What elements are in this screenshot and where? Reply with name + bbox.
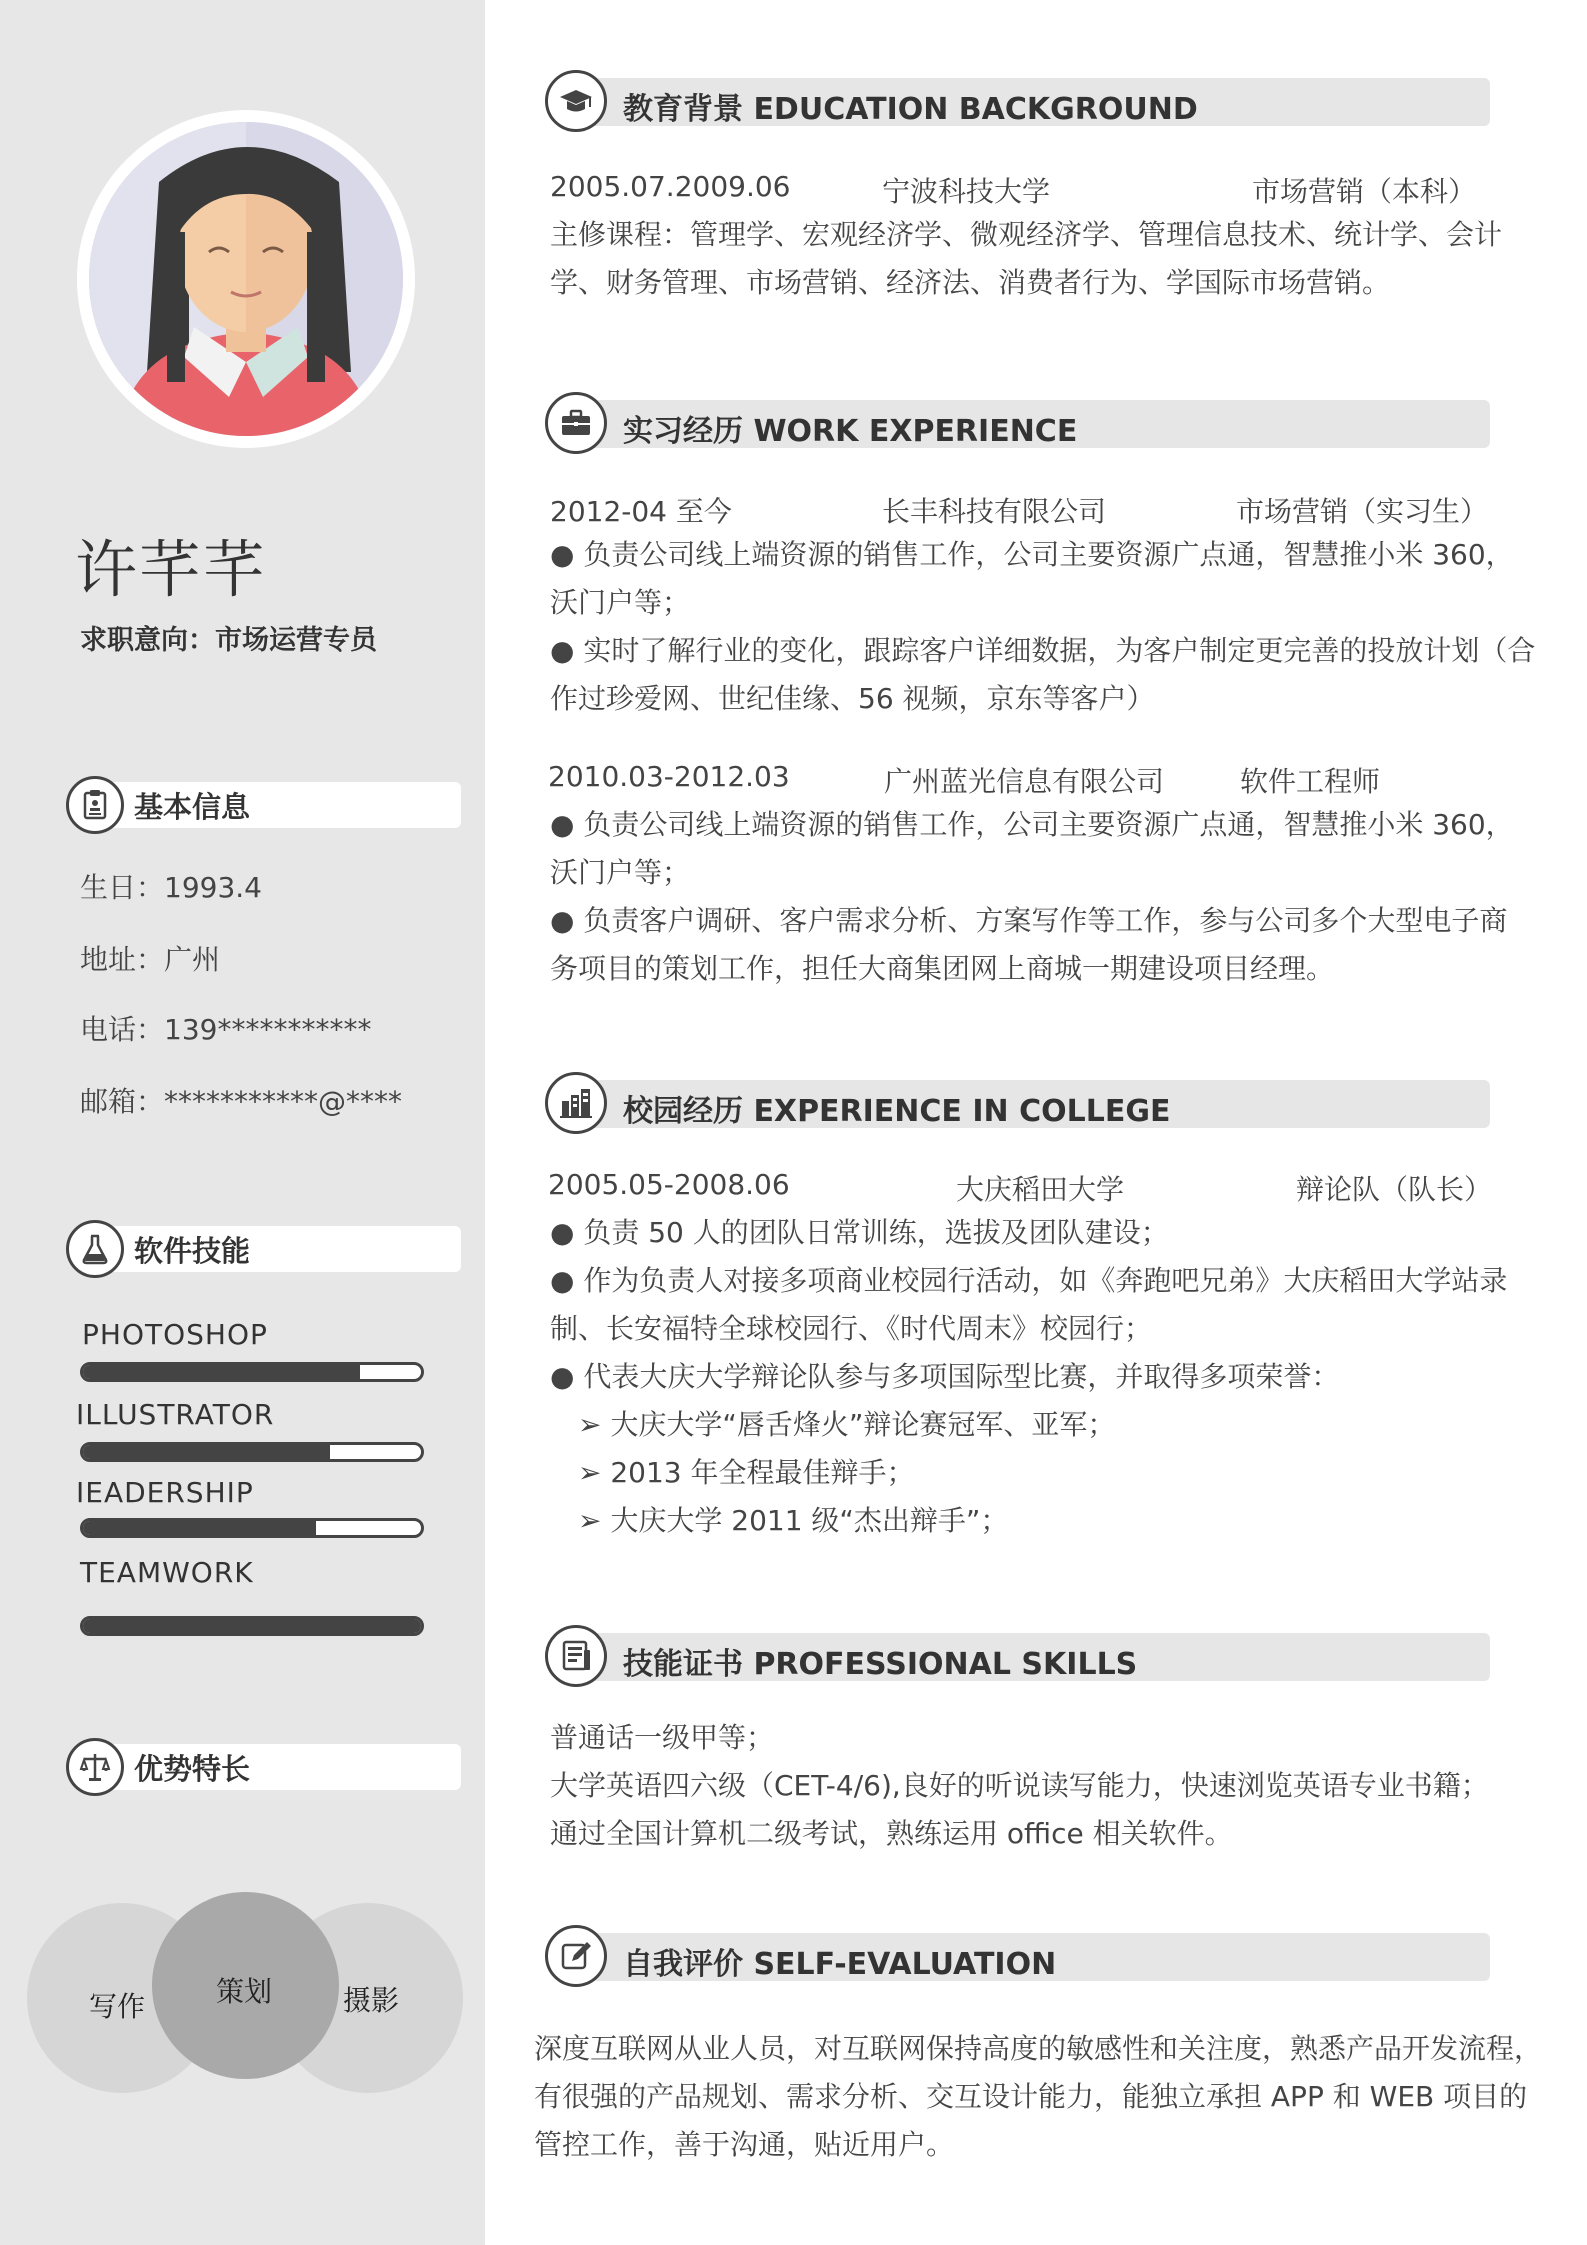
- job-company: 广州蓝光信息有限公司: [884, 765, 1165, 798]
- text-line: ● 负责客户调研、客户需求分析、方案写作等工作，参与公司多个大型电子商: [550, 904, 1508, 937]
- sidebar: [0, 0, 485, 2245]
- skill-fill: [83, 1365, 360, 1379]
- edu-major: 市场营销（本科）: [1252, 175, 1477, 208]
- skill-label: ILLUSTRATOR: [76, 1398, 275, 1431]
- briefcase-icon: [545, 392, 607, 454]
- building-icon: [545, 1072, 607, 1134]
- basic-info-header: [66, 776, 461, 826]
- skill-label: PHOTOSHOP: [82, 1318, 268, 1351]
- skills-cert-header: [545, 1625, 1490, 1687]
- college-role: 辩论队（队长）: [1296, 1173, 1493, 1206]
- text-line: ● 代表大庆大学辩论队参与多项国际型比赛，并取得多项荣誉：: [550, 1360, 1340, 1393]
- job-role: 市场营销（实习生）: [1236, 495, 1489, 528]
- basic-info-title: 基本信息: [134, 790, 251, 824]
- skill-bar: [80, 1362, 424, 1382]
- info-address: 地址：广州: [80, 943, 221, 976]
- info-birthday: 生日：1993.4: [80, 871, 262, 904]
- text-line: 有很强的产品规划、需求分析、交互设计能力，能独立承担 APP 和 WEB 项目的: [534, 2080, 1528, 2113]
- strengths-title: 优势特长: [134, 1752, 251, 1786]
- text-line: ● 作为负责人对接多项商业校园行活动，如《奔跑吧兄弟》大庆稻田大学站录: [550, 1264, 1508, 1297]
- college-honors: [578, 1401, 1115, 1545]
- text-line: 普通话一级甲等；: [550, 1721, 775, 1754]
- text-line: 沃门户等；: [550, 856, 691, 889]
- text-line: 制、长安福特全球校园行、《时代周末》校园行；: [550, 1312, 1153, 1345]
- education-title: 教育背景 EDUCATION BACKGROUND: [623, 92, 1198, 127]
- job-duties: [550, 531, 1535, 723]
- text-line: 务项目的策划工作，担任大商集团网上商城一期建设项目经理。: [550, 952, 1335, 985]
- text-line: 管控工作，善于沟通，贴近用户。: [534, 2128, 955, 2161]
- text-line: 沃门户等；: [550, 586, 691, 619]
- strength-label: 写作: [89, 1990, 146, 2023]
- text-line: 作过珍爱网、世纪佳缘、56 视频，京东等客户）: [550, 682, 1155, 715]
- skill-bar: [80, 1442, 424, 1462]
- strengths-header: [66, 1738, 461, 1788]
- college-header: [545, 1072, 1490, 1134]
- college-date: 2005.05-2008.06: [548, 1168, 790, 1201]
- skill-fill: [83, 1445, 330, 1459]
- skill-bar: [80, 1518, 424, 1538]
- info-email: 邮箱：***********@****: [80, 1085, 403, 1118]
- text-line: 学、财务管理、市场营销、经济法、消费者行为、学国际市场营销。: [550, 266, 1391, 299]
- edit-icon: [545, 1925, 607, 1987]
- text-line: 主修课程：管理学、宏观经济学、微观经济学、管理信息技术、统计学、会计: [550, 218, 1503, 251]
- text-line: 大学英语四六级（CET-4/6),良好的听说读写能力，快速浏览英语专业书籍；: [550, 1769, 1489, 1802]
- edu-courses: [550, 211, 1502, 307]
- text-line: ➢ 大庆大学 2011 级“杰出辩手”；: [578, 1504, 1009, 1537]
- scales-icon: [66, 1738, 124, 1796]
- strength-circle-center: [152, 1892, 339, 2079]
- work-header: [545, 392, 1490, 454]
- software-skills-title: 软件技能: [134, 1234, 251, 1268]
- college-school: 大庆稻田大学: [956, 1173, 1125, 1206]
- strength-label: 策划: [216, 1975, 273, 2008]
- job-duties: [550, 801, 1514, 993]
- skills-cert-list: [550, 1714, 1489, 1858]
- clipboard-icon: [66, 776, 124, 834]
- college-title: 校园经历 EXPERIENCE IN COLLEGE: [623, 1094, 1171, 1129]
- job-intent: 求职意向：市场运营专员: [80, 625, 377, 656]
- job-date: 2012-04 至今: [550, 495, 732, 528]
- job-role: 软件工程师: [1240, 765, 1381, 798]
- text-line: 通过全国计算机二级考试，熟练运用 office 相关软件。: [550, 1817, 1233, 1850]
- education-header: [545, 70, 1490, 132]
- skill-fill: [83, 1521, 316, 1535]
- text-line: ● 负责公司线上端资源的销售工作，公司主要资源广点通，智慧推小米 360，: [550, 538, 1514, 571]
- skill-label: TEAMWORK: [80, 1556, 254, 1589]
- text-line: ● 实时了解行业的变化，跟踪客户详细数据，为客户制定更完善的投放计划（合: [550, 634, 1536, 667]
- college-activities: [550, 1209, 1507, 1401]
- job-date: 2010.03-2012.03: [548, 760, 790, 793]
- text-line: ➢ 大庆大学“唇舌烽火”辩论赛冠军、亚军；: [578, 1408, 1116, 1441]
- strength-label: 摄影: [343, 1984, 400, 2017]
- flask-icon: [66, 1220, 124, 1278]
- avatar-frame: [77, 110, 415, 448]
- work-title: 实习经历 WORK EXPERIENCE: [623, 414, 1078, 449]
- candidate-name: 许芊芊: [75, 533, 268, 606]
- self-eval-title: 自我评价 SELF-EVALUATION: [623, 1947, 1057, 1982]
- text-line: ● 负责公司线上端资源的销售工作，公司主要资源广点通，智慧推小米 360，: [550, 808, 1514, 841]
- edu-date: 2005.07.2009.06: [550, 170, 791, 203]
- text-line: ● 负责 50 人的团队日常训练，选拔及团队建设；: [550, 1216, 1169, 1249]
- software-skills-header: [66, 1220, 461, 1270]
- edu-school: 宁波科技大学: [882, 175, 1051, 208]
- graduation-cap-icon: [545, 70, 607, 132]
- info-phone: 电话：139***********: [80, 1013, 372, 1046]
- avatar: [89, 122, 403, 436]
- skill-label: IEADERSHIP: [76, 1476, 254, 1509]
- skill-bar: [80, 1616, 424, 1636]
- certificate-icon: [545, 1625, 607, 1687]
- skills-cert-title: 技能证书 PROFESSIONAL SKILLS: [623, 1647, 1138, 1682]
- job-company: 长丰科技有限公司: [882, 495, 1107, 528]
- self-eval-text: [534, 2025, 1542, 2169]
- skill-fill: [83, 1619, 421, 1633]
- text-line: ➢ 2013 年全程最佳辩手；: [578, 1456, 915, 1489]
- text-line: 深度互联网从业人员，对互联网保持高度的敏感性和关注度，熟悉产品开发流程，: [534, 2032, 1543, 2065]
- self-eval-header: [545, 1925, 1490, 1987]
